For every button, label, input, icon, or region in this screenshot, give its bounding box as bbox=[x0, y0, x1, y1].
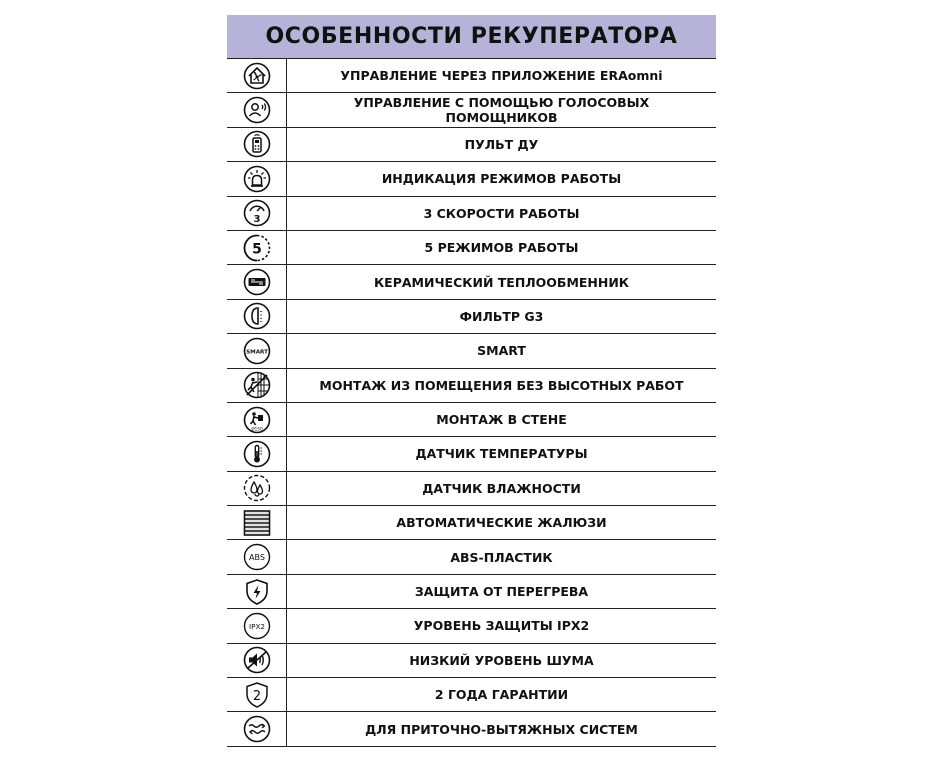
feature-row bbox=[227, 265, 716, 299]
feature-label: УПРАВЛЕНИЕ С ПОМОЩЬЮ ГОЛОСОВЫХ ПОМОЩНИКОВ bbox=[353, 95, 650, 126]
page-title: ОСОБЕННОСТИ РЕКУПЕРАТОРА bbox=[265, 24, 678, 49]
low-noise-icon bbox=[227, 644, 287, 677]
feature-label: НИЗКИЙ УРОВЕНЬ ШУМА bbox=[409, 652, 594, 668]
wall-mount-icon bbox=[227, 403, 287, 436]
feature-row bbox=[227, 93, 716, 127]
feature-label: УРОВЕНЬ ЗАЩИТЫ IPX2 bbox=[413, 618, 590, 634]
svg-text:SMART: SMART bbox=[246, 349, 268, 356]
feature-label: ДАТЧИК ВЛАЖНОСТИ bbox=[422, 480, 581, 496]
feature-label: ИНДИКАЦИЯ РЕЖИМОВ РАБОТЫ bbox=[381, 171, 622, 187]
remote-control-icon bbox=[227, 128, 287, 161]
feature-row bbox=[227, 575, 716, 609]
feature-row bbox=[227, 403, 716, 437]
indoor-install-icon bbox=[227, 369, 287, 402]
feature-row bbox=[227, 609, 716, 643]
feature-label: ФИЛЬТР G3 bbox=[459, 308, 544, 324]
overheat-shield-icon bbox=[227, 575, 287, 608]
svg-text:IPX2: IPX2 bbox=[249, 621, 265, 631]
feature-row bbox=[227, 712, 716, 746]
airflow-icon bbox=[227, 712, 287, 745]
svg-text:ABS: ABS bbox=[249, 553, 265, 563]
feature-label: ЗАЩИТА ОТ ПЕРЕГРЕВА bbox=[414, 584, 589, 600]
feature-row bbox=[227, 369, 716, 403]
feature-label: УПРАВЛЕНИЕ ЧЕРЕЗ ПРИЛОЖЕНИЕ ERAomni bbox=[340, 68, 663, 84]
feature-label: ДЛЯ ПРИТОЧНО-ВЫТЯЖНЫХ СИСТЕМ bbox=[365, 721, 638, 737]
indicator-lamp-icon bbox=[227, 162, 287, 195]
feature-label: SMART bbox=[477, 343, 526, 359]
feature-label: АВТОМАТИЧЕСКИЕ ЖАЛЮЗИ bbox=[396, 515, 607, 531]
smart-icon bbox=[227, 334, 287, 367]
shutters-icon bbox=[227, 506, 287, 539]
feature-row bbox=[227, 437, 716, 471]
thermometer-icon bbox=[227, 437, 287, 470]
features-list bbox=[227, 59, 716, 747]
five-modes-icon bbox=[227, 231, 287, 264]
feature-label: 2 ГОДА ГАРАНТИИ bbox=[434, 687, 569, 703]
feature-row bbox=[227, 506, 716, 540]
svg-text:5: 5 bbox=[252, 241, 262, 258]
feature-label: ДАТЧИК ТЕМПЕРАТУРЫ bbox=[415, 446, 588, 462]
ipx2-icon bbox=[227, 609, 287, 642]
svg-text:2: 2 bbox=[252, 688, 262, 704]
feature-label: КЕРАМИЧЕСКИЙ ТЕПЛООБМЕННИК bbox=[373, 274, 630, 290]
humidity-icon bbox=[227, 472, 287, 505]
feature-row bbox=[227, 128, 716, 162]
feature-label: 3 СКОРОСТИ РАБОТЫ bbox=[423, 205, 580, 221]
feature-row bbox=[227, 540, 716, 574]
feature-label: ABS-ПЛАСТИК bbox=[450, 549, 553, 565]
feature-label: МОНТАЖ В СТЕНЕ bbox=[436, 412, 567, 428]
feature-label: МОНТАЖ ИЗ ПОМЕЩЕНИЯ БЕЗ ВЫСОТНЫХ РАБОТ bbox=[319, 377, 684, 393]
feature-row bbox=[227, 300, 716, 334]
voice-assistant-icon bbox=[227, 93, 287, 126]
feature-row bbox=[227, 678, 716, 712]
ceramic-exchanger-icon bbox=[227, 265, 287, 298]
feature-row bbox=[227, 334, 716, 368]
three-speeds-icon bbox=[227, 197, 287, 230]
app-control-icon bbox=[227, 59, 287, 92]
warranty-icon bbox=[227, 678, 287, 711]
title-bar bbox=[227, 15, 716, 59]
feature-row bbox=[227, 644, 716, 678]
abs-icon bbox=[227, 540, 287, 573]
feature-row bbox=[227, 197, 716, 231]
feature-row bbox=[227, 472, 716, 506]
feature-label: ПУЛЬТ ДУ bbox=[464, 136, 539, 152]
feature-row bbox=[227, 59, 716, 93]
features-table bbox=[227, 15, 716, 747]
svg-text:3: 3 bbox=[253, 214, 261, 226]
feature-row bbox=[227, 162, 716, 196]
feature-label: 5 РЕЖИМОВ РАБОТЫ bbox=[424, 240, 579, 256]
svg-text:Ø150: Ø150 bbox=[251, 426, 263, 432]
filter-icon bbox=[227, 300, 287, 333]
feature-row bbox=[227, 231, 716, 265]
